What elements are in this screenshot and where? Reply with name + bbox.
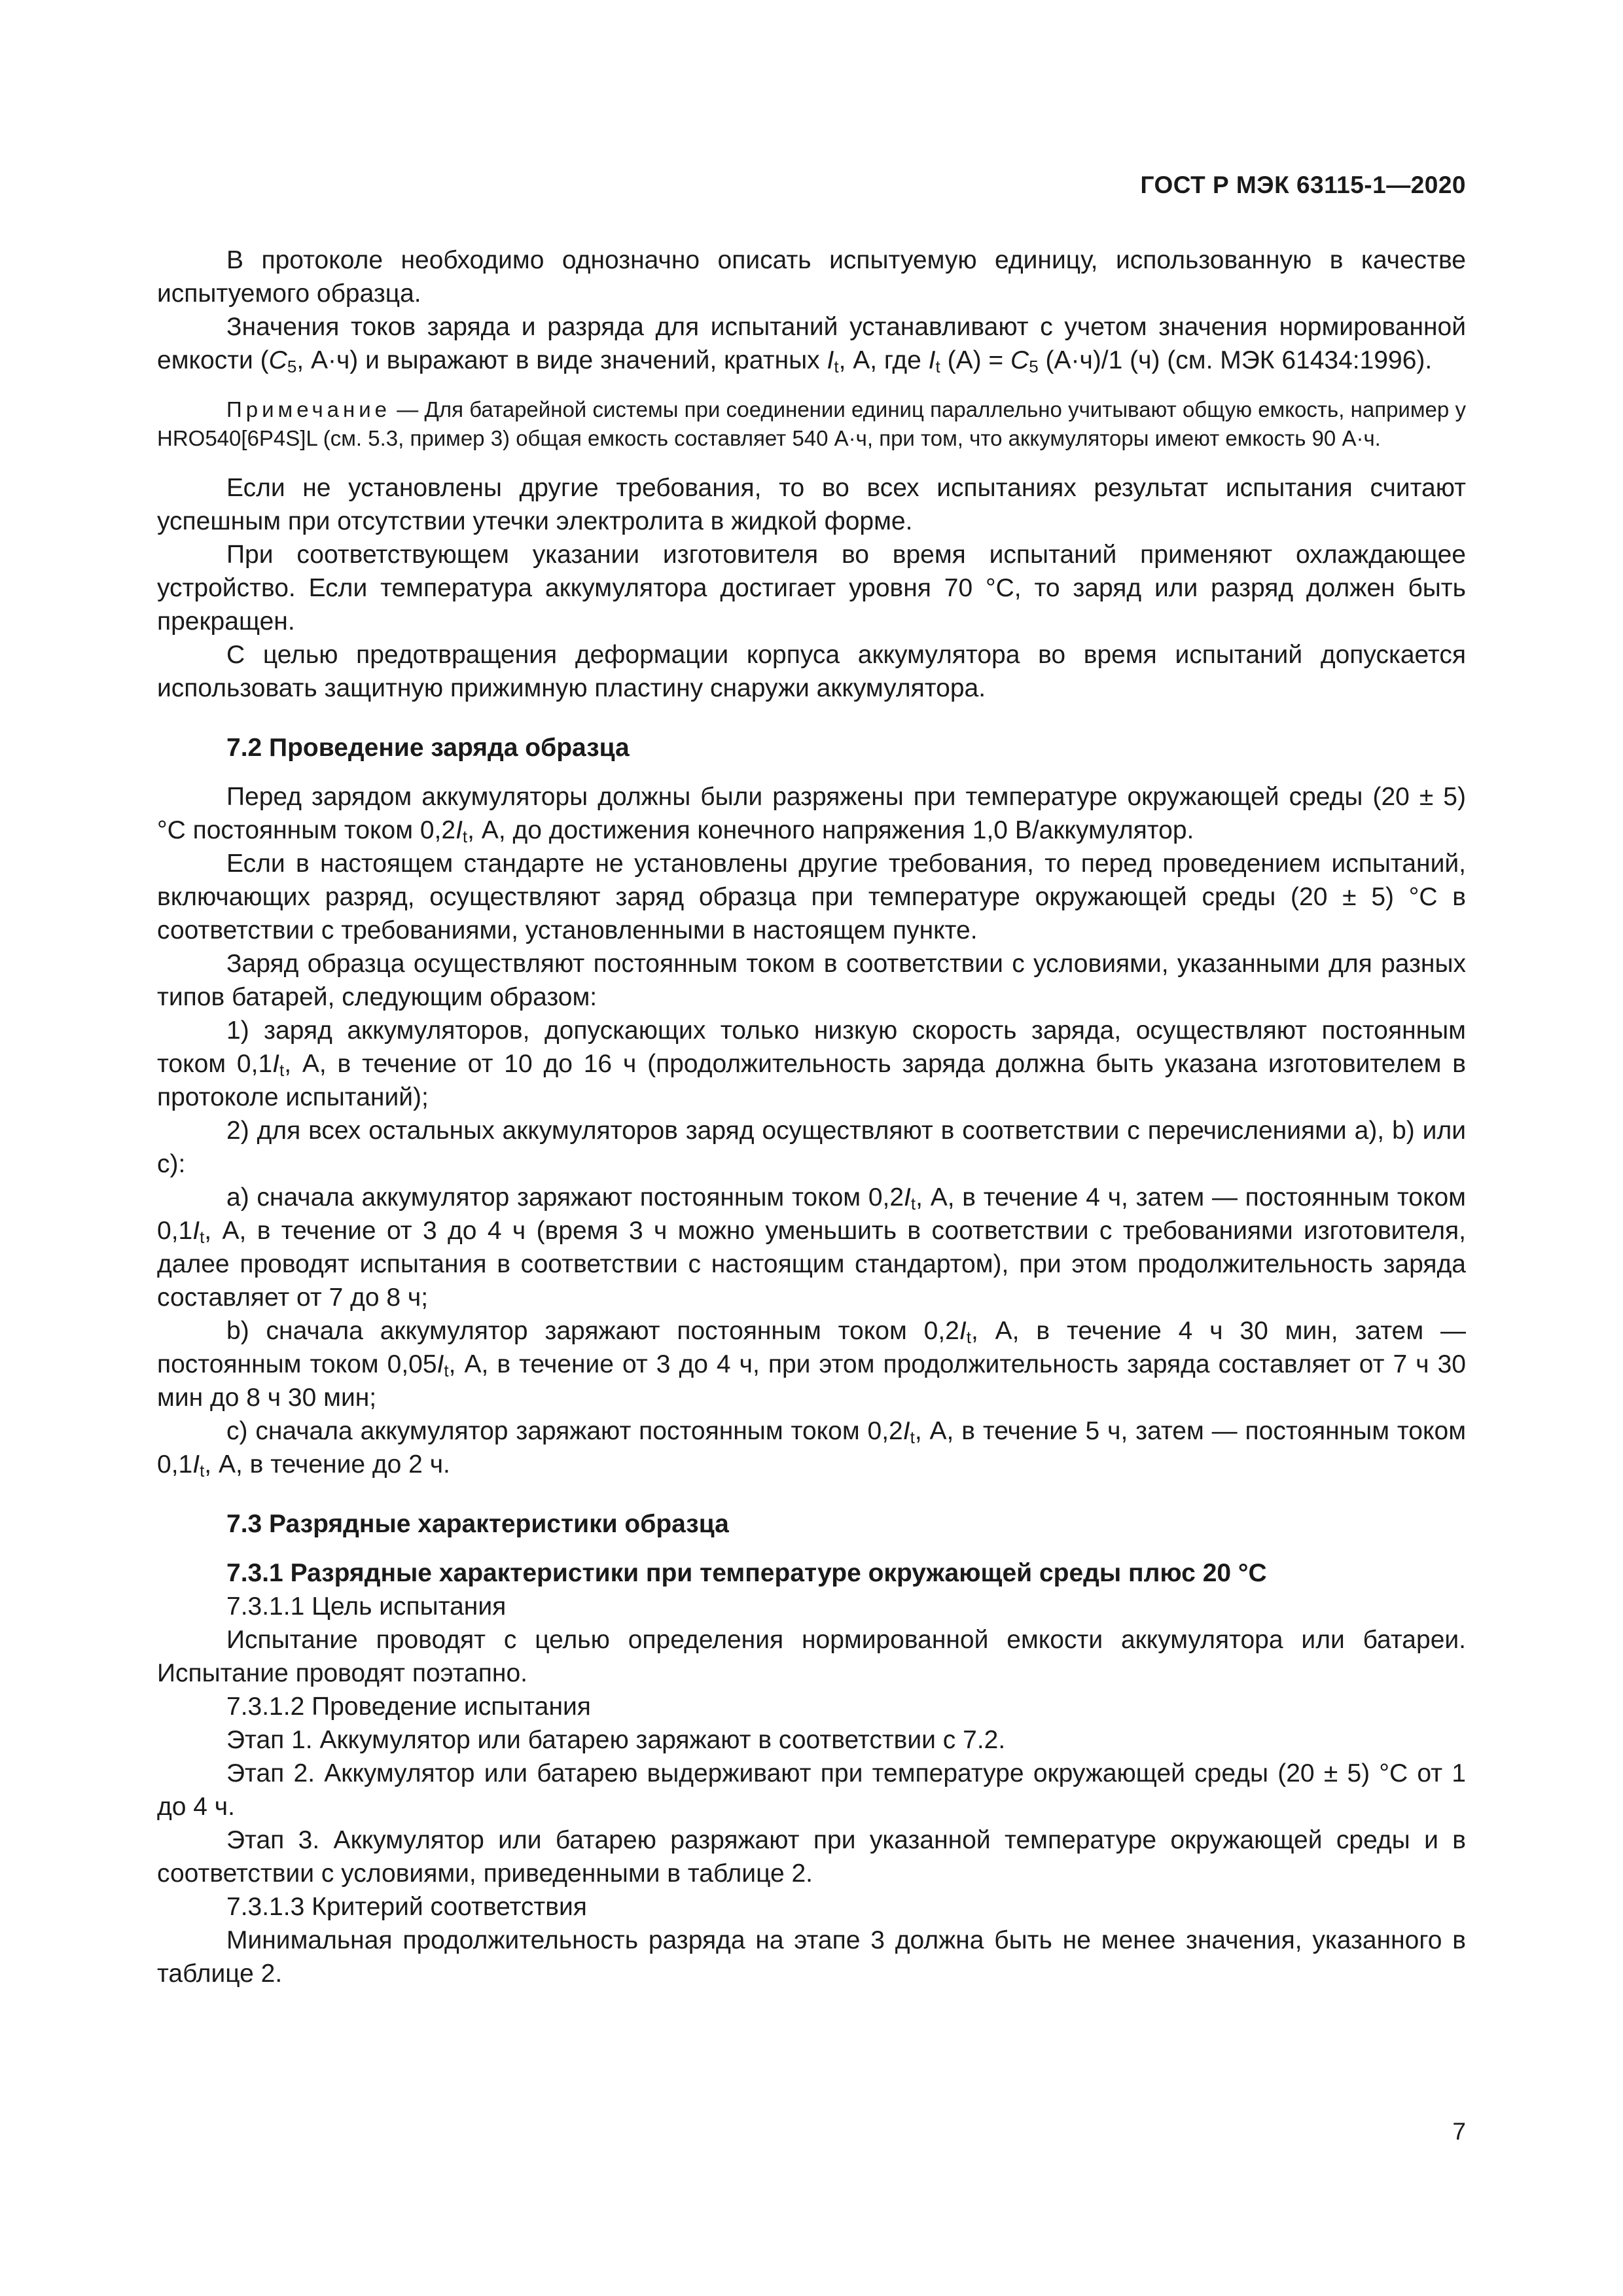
step-item: Этап 1. Аккумулятор или батарею заряжают в соответствии с 7.2. bbox=[226, 1726, 1006, 1754]
page-body bbox=[157, 243, 1466, 1990]
list-item: b) сначала аккумулятор заряжают постоянным током $0,2I_t$, А, в течение 4 ч 30 мин, затем — постоянным током $0,05I_t$, А, в течение от 3 до 4 ч, при этом продолжительность заряда составляет от 7 ч 30 мин до 8 ч 30 мин; bbox=[157, 1317, 1466, 1412]
paragraph: Перед зарядом аккумуляторы должны были разряжены при температуре окружающей среды (20 ± 5) °С постоянным током $0,2I_t$, А, до достижения конечного напряжения 1,0 В/аккумулятор. bbox=[157, 783, 1466, 846]
list-item: 1) заряд аккумуляторов, допускающих только низкую скорость заряда, осуществляют постоянным током $0,1I_t$, А, в течение от 10 до 16 ч (продолжительность заряда должна быть указана изготовителем в протоколе испытаний); bbox=[157, 1016, 1466, 1111]
note-label: Примечание bbox=[226, 397, 391, 422]
paragraph: Минимальная продолжительность разряда на этапе 3 должна быть не менее значения, указанного в таблице 2. bbox=[157, 1926, 1466, 1988]
paragraph: В протоколе необходимо однозначно описать испытуемую единицу, использованную в качестве испытуемого образца. bbox=[157, 246, 1466, 308]
symbol-i: I bbox=[928, 346, 936, 374]
paragraph: Если не установлены другие требования, то во всех испытаниях результат испытания считают успешным при отсутствии утечки электролита в жидкой форме. bbox=[157, 474, 1466, 535]
symbol-i: I bbox=[827, 346, 834, 374]
page-number: 7 bbox=[1452, 2118, 1466, 2145]
section-heading-7-2: 7.2 Проведение заряда образца bbox=[226, 734, 630, 762]
clause-title: 7.3.1.2 Проведение испытания bbox=[226, 1693, 591, 1721]
paragraph: С целью предотвращения деформации корпуса аккумулятора во время испытаний допускается использовать защитную прижимную пластину снаружи аккумулятора. bbox=[157, 641, 1466, 702]
paragraph: Если в настоящем стандарте не установлены другие требования, то перед проведением испытаний, включающих разряд, осуществляют заряд образца при температуре окружающей среды (20 ± 5) °С в соответствии с требованиями, установленными в настоящем пункте. bbox=[157, 850, 1466, 944]
list-item: 2) для всех остальных аккумуляторов заряд осуществляют в соответствии с перечислениями а), b) или c): bbox=[157, 1117, 1466, 1178]
symbol-c: C bbox=[1010, 346, 1029, 374]
paragraph: Заряд образца осуществляют постоянным током в соответствии с условиями, указанными для разных типов батарей, следующим образом: bbox=[157, 950, 1466, 1011]
clause-title: 7.3.1.3 Критерий соответствия bbox=[226, 1893, 587, 1921]
note-paragraph: Примечание — Для батарейной системы при соединении единиц параллельно учитывают общую емкость, например у HRO540[6P4S]L (см. 5.3, пример 3) общая емкость составляет 540 А·ч, при том, что аккумуляторы имеют емкость 90 А·ч. bbox=[157, 397, 1466, 450]
paragraph: Испытание проводят с целью определения нормированной емкости аккумулятора или батареи. Испытание проводят поэтапно. bbox=[157, 1626, 1466, 1687]
paragraph: При соответствующем указании изготовителя во время испытаний применяют охлаждающее устройство. Если температура аккумулятора достигает уровня 70 °С, то заряд или разряд должен быть прекращен. bbox=[157, 541, 1466, 636]
subsection-heading-7-3-1: 7.3.1 Разрядные характеристики при температуре окружающей среды плюс 20 °С bbox=[226, 1559, 1267, 1587]
list-item: а) сначала аккумулятор заряжают постоянным током $0,2I_t$, А, в течение 4 ч, затем — постоянным током $0,1I_t$, А, в течение от 3 до 4 ч (время 3 ч можно уменьшить в соответствии с требованиями изготовителя, далее проводят испытания в соответствии с настоящим стандартом), при этом продолжительность заряда составляет от 7 до 8 ч; bbox=[157, 1183, 1466, 1312]
clause-title: 7.3.1.1 Цель испытания bbox=[226, 1592, 507, 1621]
paragraph-currents: Значения токов заряда и разряда для испытаний устанавливают с учетом значения нормированной емкости ($C_5$, А·ч) и выражают в виде значений, кратных $I_t$, А, где $I_t$ $(А) = C_5$ (А·ч)/1 (ч) (см. МЭК 61434:1996). bbox=[157, 313, 1466, 376]
section-heading-7-3: 7.3 Разрядные характеристики образца bbox=[226, 1510, 729, 1538]
symbol-c: C bbox=[268, 346, 287, 374]
step-item: Этап 2. Аккумулятор или батарею выдерживают при температуре окружающей среды (20 ± 5) °С от 1 до 4 ч. bbox=[157, 1759, 1466, 1821]
document-code-header: ГОСТ Р МЭК 63115-1—2020 bbox=[1140, 171, 1466, 198]
step-item: Этап 3. Аккумулятор или батарею разряжают при указанной температуре окружающей среды и в соответствии с условиями, приведенными в таблице 2. bbox=[157, 1826, 1466, 1888]
list-item: c) сначала аккумулятор заряжают постоянным током $0,2I_t$, А, в течение 5 ч, затем — постоянным током $0,1I_t$, А, в течение до 2 ч. bbox=[157, 1417, 1467, 1480]
